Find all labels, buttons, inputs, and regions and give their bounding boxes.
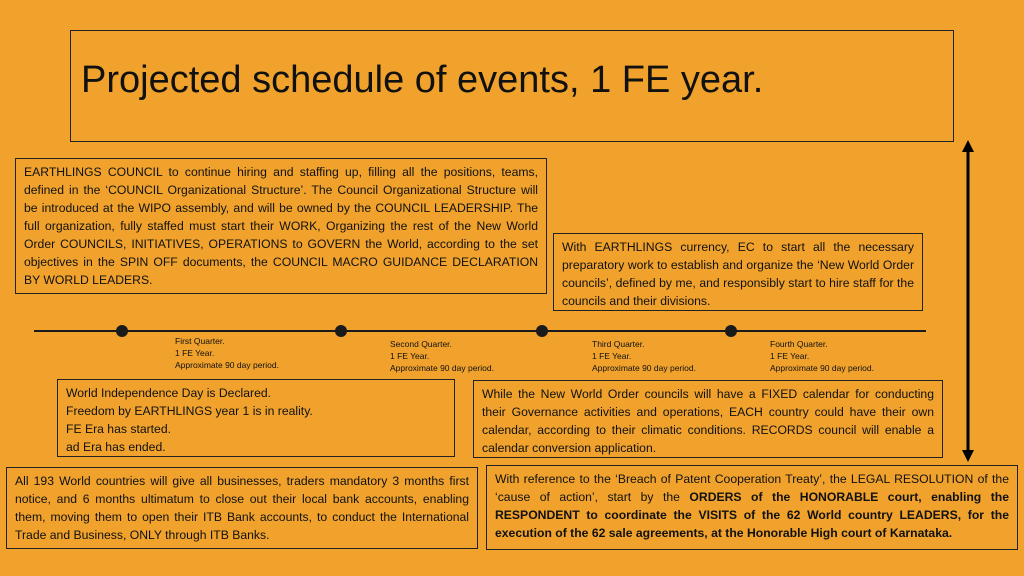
quarter-period: Approximate 90 day period. — [175, 360, 279, 370]
title-box — [70, 30, 954, 142]
double-arrow-icon — [962, 140, 974, 462]
timeline-dot-q3 — [536, 325, 548, 337]
quarter-period: Approximate 90 day period. — [770, 363, 874, 373]
quarter-year: 1 FE Year. — [390, 351, 430, 361]
council-staffing-text: EARTHLINGS COUNCIL to continue hiring and staffing up, filling all the positions, teams, defined in the ‘COUNCIL Organizational Structure’. The Council Organizational Structure will be introduced at the WIPO assembly, and will be owned by the COUNCIL LEADERSHIP. The full organization, fully staffed must start their WORK, Organizing the rest of the New World Order COUNCILS, INITIATIVES, OPERATIONS to GOVERN the World, according to the set objectives in the SPIN OFF documents, the COUNCIL MACRO GUIDANCE DECLARATION BY WORLD LEADERS. — [24, 165, 538, 287]
timeline-dot-q1 — [116, 325, 128, 337]
legal-bold-text: ORDERS of the HONORABLE court, enabling the RESPONDENT to coordinate the VISITS of the 62 World country LEADERS, for the execution of the 62 sale agreements, at the Honorable High court of Karnataka. — [495, 490, 1009, 540]
quarter-year: 1 FE Year. — [770, 351, 810, 361]
calendar-text: While the New World Order councils will have a FIXED calendar for conducting their Governance activities and operations, EACH country could have their own calendar, according to their climatic conditions. RECORDS council will enable a calendar conversion application. — [482, 387, 934, 455]
independence-line: Freedom by EARTHLINGS year 1 is in reality. — [66, 404, 313, 418]
quarter-year: 1 FE Year. — [175, 348, 215, 358]
quarter-name: First Quarter. — [175, 336, 225, 346]
banks-box — [6, 467, 478, 549]
quarter-label-q4 — [770, 338, 874, 374]
calendar-box — [473, 380, 943, 458]
currency-box — [553, 233, 923, 311]
quarter-period: Approximate 90 day period. — [592, 363, 696, 373]
quarter-year: 1 FE Year. — [592, 351, 632, 361]
quarter-label-q3 — [592, 338, 696, 374]
independence-line: FE Era has started. — [66, 422, 171, 436]
legal-text: With reference to the ‘Breach of Patent Cooperation Treaty’, the LEGAL RESOLUTION of the ‘cause of action’, start by the — [495, 472, 1009, 504]
timeline-line — [34, 330, 926, 332]
banks-text: All 193 World countries will give all businesses, traders mandatory 3 months first notice, and 6 months ultimatum to close out their local bank accounts, enabling them, moving them to open their ITB Bank accounts, to conduct the International Trade and Business, ONLY through ITB Banks. — [15, 474, 469, 542]
quarter-name: Fourth Quarter. — [770, 339, 828, 349]
page-title: Projected schedule of events, 1 FE year. — [81, 59, 764, 101]
independence-line: World Independence Day is Declared. — [66, 386, 272, 400]
quarter-name: Second Quarter. — [390, 339, 452, 349]
quarter-period: Approximate 90 day period. — [390, 363, 494, 373]
quarter-label-q2 — [390, 338, 494, 374]
quarter-name: Third Quarter. — [592, 339, 645, 349]
independence-box — [57, 379, 455, 457]
timeline-dot-q2 — [335, 325, 347, 337]
council-staffing-box — [15, 158, 547, 294]
independence-line: ad Era has ended. — [66, 440, 166, 454]
timeline-dot-q4 — [725, 325, 737, 337]
legal-box — [486, 465, 1018, 550]
quarter-label-q1 — [175, 335, 279, 371]
currency-text: With EARTHLINGS currency, EC to start all the necessary preparatory work to establish and organize the ‘New World Order councils’, defined by me, and responsibly start to hire staff for the councils and their divisions. — [562, 240, 914, 308]
